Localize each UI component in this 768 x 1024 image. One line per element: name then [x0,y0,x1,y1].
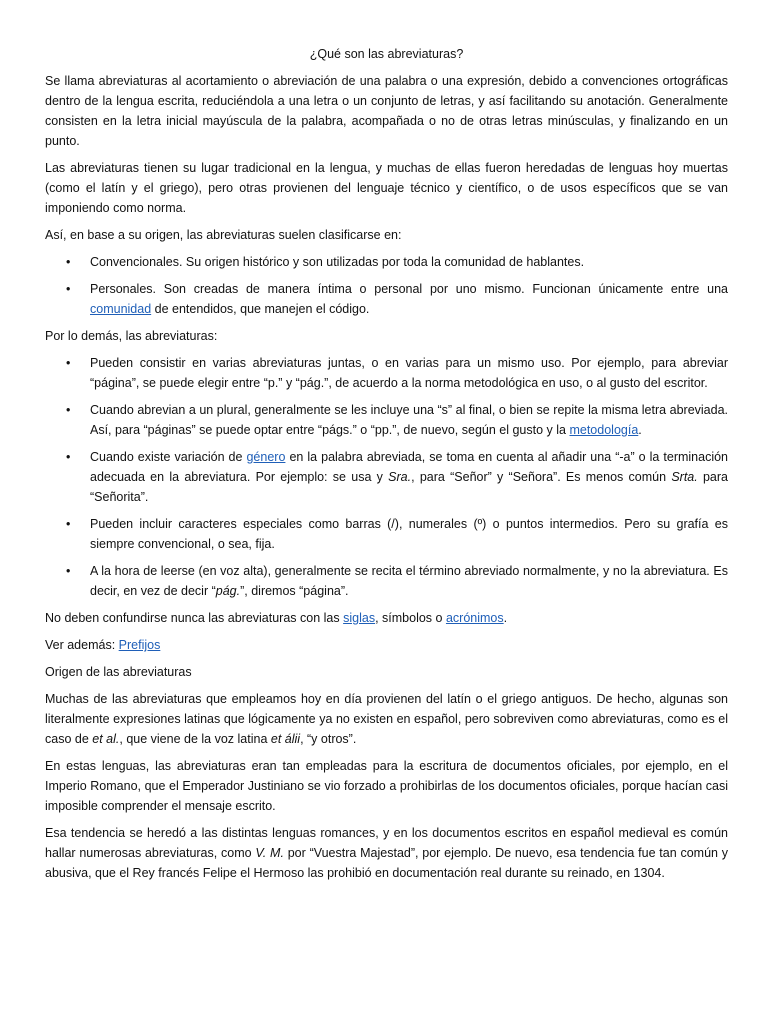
list-item: • Pueden consistir en varias abreviaturas juntas, o en varias para un mismo uso. Por ejemplo, para abreviar “página”, se puede elegir entre “p.” y “pág.”, de acuerdo a la norma metodológica en uso, o al gusto del escritor. [90,353,728,393]
list-item: • Cuando existe variación de género en la palabra abreviada, se toma en cuenta al añadir una “-a” o la terminación adecuada en la abreviatura. Por ejemplo: se usa y Sra., para “Señor” y “Señora”. Es menos común Srta. para “Señorita”. [90,447,728,507]
list-item: • Convencionales. Su origen histórico y son utilizadas por toda la comunidad de hablantes. [90,252,728,272]
paragraph-lenguas-romances: Esa tendencia se heredó a las distintas lenguas romances, y en los documentos escritos en español medieval es común hallar numerosas abreviaturas, como V. M. por “Vuestra Majestad”, por ejemplo. De nuevo, esa tendencia fue tan común y abusiva, que el Rey francés Felipe el Hermoso las prohibió en documentación real durante su reinado, en 1304. [45,826,729,880]
list-item: • A la hora de leerse (en voz alta), generalmente se recita el término abreviado normalmente, y no la abreviatura. Es decir, en vez de decir “pág.”, diremos “página”. [90,561,728,601]
link-comunidad[interactable]: comunidad [90,302,152,316]
link-genero[interactable]: género [246,450,286,464]
list-item: • Cuando abrevian a un plural, generalmente se les incluye una “s” al final, o bien se repite la misma letra abreviada. Así, para “páginas” se puede optar entre “págs.” o “pp.”, de nuevo, según el gusto y la metodología. [90,400,728,440]
link-metodologia[interactable]: metodología [569,423,639,437]
link-prefijos[interactable]: Prefijos [118,638,161,652]
paragraph-definition: Se llama abreviaturas al acortamiento o abreviación de una palabra o una expresión, debido a convenciones ortográficas dentro de la lengua escrita, reduciéndola a una letra o un conjunto de letras, y así facilitando su anotación. Generalmente consisten en la letra inicial mayúscula de la palabra, acompañada o no de otras letras minúsculas, y finalizando en un punto. [45,74,728,148]
section-heading-origen: Origen de las abreviaturas [45,665,192,679]
list-item: • Pueden incluir caracteres especiales como barras (/), numerales (º) o puntos intermedios. Pero su grafía es siempre convencional, o sea, fija. [90,514,728,554]
paragraph-origen-latin: Muchas de las abreviaturas que empleamos hoy en día provienen del latín o el griego antiguos. De hecho, algunas son literalmente expresiones latinas que lógicamente ya no existen en español, pero sobreviven como abreviaturas, como es el caso de et al., que viene de la voz latina et álii, “y otros”. [45,692,728,746]
paragraph-tradition: Las abreviaturas tienen su lugar tradicional en la lengua, y muchas de ellas fueron heredadas de lenguas hoy muertas (como el latín y el griego), pero otras provienen del lenguaje técnico y científico, o de usos específicos que se van imponiendo como norma. [45,161,728,215]
classification-list [45,252,728,319]
paragraph-no-confundir: No deben confundirse nunca las abreviaturas con las siglas, símbolos o acrónimos. [45,611,508,625]
paragraph-classification-intro: Así, en base a su origen, las abreviaturas suelen clasificarse en: [45,228,402,242]
paragraph-imperio-romano: En estas lenguas, las abreviaturas eran tan empleadas para la escritura de documentos oficiales, por ejemplo, en el Imperio Romano, que el Emperador Justiniano se vio forzado a prohibirlas de los documentos oficiales, porque hacían casi imposible comprender el mensaje escrito. [45,759,728,813]
link-acronimos[interactable]: acrónimos [445,611,504,625]
link-siglas[interactable]: siglas [343,611,376,625]
paragraph-ver-ademas: Ver además: Prefijos [45,638,161,652]
paragraph-ademas-intro: Por lo demás, las abreviaturas: [45,329,218,343]
page-title: ¿Qué son las abreviaturas? [309,47,464,61]
properties-list [45,353,728,601]
list-item: • Personales. Son creadas de manera íntima o personal por uno mismo. Funcionan únicamente entre una comunidad de entendidos, que manejen el código. [90,279,728,319]
